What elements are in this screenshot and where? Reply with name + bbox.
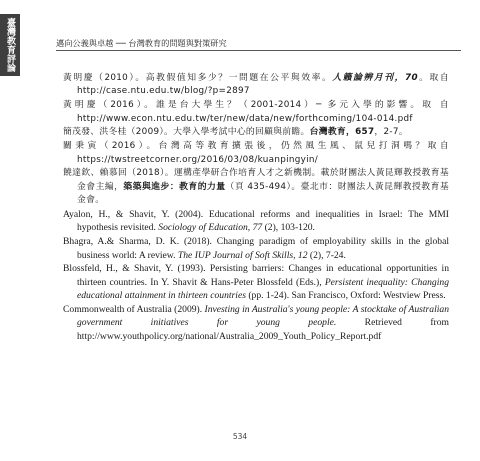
reference-source-title: 台灣教育，657 bbox=[309, 127, 375, 138]
reference-text: Bhagra, A.& Sharma, D. K. (2018). Changing paradigm of employability skills in the global business world: A review. bbox=[63, 236, 449, 261]
reference-text: （頁 435-494）。臺北市：財團法人黃昆輝教授教育基金會。 bbox=[77, 181, 449, 206]
reference-entry bbox=[63, 303, 449, 343]
reference-entry bbox=[63, 99, 449, 126]
reference-entry bbox=[63, 72, 449, 99]
side-tab: 臺灣教育評論 bbox=[0, 14, 20, 76]
reference-list bbox=[63, 72, 449, 344]
reference-entry bbox=[63, 235, 449, 262]
reference-source-title: Investing in Australia's young people: A stocktake of Australian government initiatives for young people. bbox=[77, 304, 450, 329]
reference-entry bbox=[63, 126, 449, 139]
reference-text: 黃明慶（2010）。高教假值知多少？一問題在公平與效率。 bbox=[63, 73, 333, 83]
reference-text: (2), 7-24. bbox=[307, 249, 346, 261]
reference-text: (2), 103-120. bbox=[262, 222, 315, 234]
reference-entry bbox=[63, 262, 449, 302]
reference-text: 關秉寅（2016）。台灣高等教育擴張後，仍然風生風、鼠兒打洞嗎？取自 https://twstreetcorner.org/2016/03/08/kuanpingyin/ bbox=[63, 141, 449, 165]
reference-text: ，2-7。 bbox=[374, 127, 408, 138]
reference-entry bbox=[63, 140, 449, 167]
reference-source-title: The IUP Journal of Soft Skills, 12 bbox=[177, 249, 308, 261]
reference-source-title: 人籟論辨月刊，70 bbox=[332, 73, 418, 83]
reference-text: Ayalon, H., & Shavit, Y. (2004). Educational reforms and inequalities in Israel: The MMI hypothesis revisited. bbox=[63, 209, 449, 234]
reference-source-title: Persistent inequality: Changing educational attainment in thirteen countries bbox=[77, 276, 449, 302]
reference-entry bbox=[63, 167, 449, 207]
header-rule bbox=[56, 50, 461, 51]
reference-text: 簡茂發、洪冬桂（2009）。大學入學考試中心的回顧與前瞻。 bbox=[63, 127, 310, 138]
running-header: 邁向公義與卓越 ── 台灣教育的問題與對策研究 bbox=[56, 38, 227, 48]
reference-source-title: Sociology of Education, 77 bbox=[158, 222, 263, 234]
reference-text: Retrieved from http://www.youthpolicy.org/national/Australia_2009_Youth_Policy_Report.pdf bbox=[77, 317, 449, 342]
reference-text: 黃明慶（2016）。誰是台大學生？（2001-2014）─ 多元入學的影響。取 自 http://www.econ.ntu.edu.tw/ter/new/data/new/forthcoming/104-014.pdf bbox=[63, 100, 449, 124]
reference-text: Blossfeld, H., & Shavit, Y. (1993). Persisting barriers: Changes in educational opportunities in thirteen countries. In Y. Shavit & Hans-Peter Blossfeld (Eds.), bbox=[63, 263, 449, 288]
reference-entry bbox=[63, 208, 449, 235]
reference-text: Commonwealth of Australia (2009). bbox=[63, 304, 205, 316]
reference-text: (pp. 1-24). San Francisco, Oxford: Westview Press. bbox=[245, 290, 446, 302]
reference-source-title: 築築與進步：教育的力量 bbox=[123, 181, 226, 192]
page-number: 534 bbox=[232, 432, 248, 441]
reference-text: 饒達欽、賴慕回（2018）。運構產學研合作培育人才之新機制。載於財團法人黃昆輝教授教育基金會主編， bbox=[63, 168, 449, 192]
reference-text: 。取自 http://case.ntu.edu.tw/blog/?p=2897 bbox=[77, 73, 449, 97]
